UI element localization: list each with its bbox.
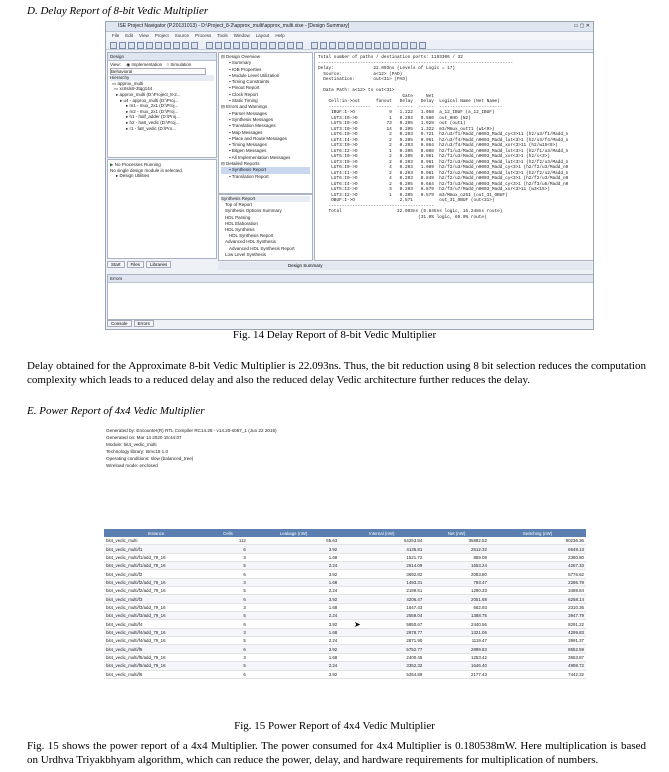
ise-window-title: ISE Project Navigator (P.20131013) - D:\Project_8-2\approx_multi\approx_multi.xise - [Design Summary] — [118, 23, 350, 29]
power-table-cell: 5264.89 — [339, 670, 424, 678]
power-table-cell: 1647.43 — [339, 603, 424, 611]
synthesis-report-item[interactable]: Advanced HDL Synthesis — [225, 239, 276, 245]
process-status-icon: ▶ — [110, 162, 114, 167]
report-line: LUT4:I4->O 2 0.205 0.961 h2/u3/f4/Madd_n0003_Madd_lut<3>1 (h2/u3/f4/Madd_n — [318, 137, 569, 143]
power-table-cell: bit4_vedic_multi/f3/add_79_16 — [104, 603, 208, 611]
overview-item[interactable]: ▪ Timing Constraints — [229, 79, 270, 85]
power-table-cell: bit4_vedic_multi/f5 — [104, 645, 208, 653]
power-table-row — [104, 662, 586, 670]
menu-item-window[interactable]: Window — [233, 33, 250, 38]
report-line: LUT3:I0->O 1 0.203 0.580 out_0HO (N2) — [318, 115, 471, 121]
power-table-row — [104, 612, 586, 620]
power-table-cell: 1.68 — [248, 628, 339, 636]
power-table-cell: 4998.72 — [489, 662, 586, 670]
overview-item[interactable]: ▪ Clock Report — [229, 91, 258, 97]
power-table-cell: 1521.72 — [339, 553, 424, 561]
power-table-cell: 35882.52 — [424, 537, 489, 545]
overview-item[interactable]: ⊟ Design Overview — [221, 54, 261, 59]
no-module-label: No single design module is selected. — [110, 167, 184, 173]
synthesis-report-item[interactable]: Synthesis Options Summary — [225, 208, 282, 214]
report-line: Destination: out<31> (PAD) — [318, 77, 408, 82]
ise-menubar — [106, 32, 593, 40]
ise-screenshot — [105, 21, 594, 330]
design-panel-title: Design — [108, 53, 216, 61]
paragraph-delay: Delay obtained for the Approximate 8-bit Vedic Multiplier is 22.093ns. Thus, the bit reduction using 8 bit selection reduces the computation complexity which leads to a reduced delay and also the reduced delay Vedic architecture further reduces the delay. — [27, 360, 646, 386]
hierarchy-item[interactable]: ▭ approx_multi — [112, 80, 144, 86]
power-table-cell: 1290.33 — [424, 587, 489, 595]
report-line: Gate Net — [318, 93, 434, 99]
power-table-row — [104, 578, 586, 586]
power-table-cell: 3653.87 — [489, 653, 586, 661]
toolbar-button-icon[interactable] — [137, 42, 144, 49]
power-table-row — [104, 620, 586, 628]
power-table-cell: 1253.42 — [424, 653, 489, 661]
synthesis-report-item[interactable]: HDL Synthesis Report — [229, 233, 274, 239]
toolbar-button-icon[interactable] — [119, 42, 126, 49]
report-line: LUT3:I0->O 2 0.203 0.981 h2/f2/u3/Madd_n0003_Madd_lut<3>1 (h2/f2/u3/Madd_n — [318, 159, 569, 165]
toolbar-button-icon[interactable] — [164, 42, 171, 49]
synthesis-report-item[interactable]: Synthesis Report — [221, 196, 310, 202]
implementation-radio[interactable]: ◉ Implementation — [126, 62, 163, 67]
toolbar-button-icon[interactable] — [410, 42, 417, 49]
power-table-row — [104, 553, 586, 561]
power-table-cell: 3.92 — [248, 670, 339, 678]
hierarchy-item[interactable]: ▸ h2 - ha8_vedic (D:\Proj... — [126, 119, 180, 125]
toolbar-button-icon[interactable] — [401, 42, 408, 49]
power-column-header: Internal (nW) — [339, 529, 424, 537]
power-table-cell: 859.08 — [424, 553, 489, 561]
power-table-cell: 2.24 — [248, 637, 339, 645]
menu-item-edit[interactable]: Edit — [125, 33, 134, 38]
report-line: Total 22.093ns (6.845ns logic, 15.248ns route) — [318, 209, 503, 214]
menu-item-help[interactable]: Help — [275, 33, 285, 38]
fig14-caption: Fig. 14 Delay Report of 8-bit Vedic Multiplier — [232, 329, 437, 341]
power-table-cell: bit4_vedic_multi/f6 — [104, 670, 208, 678]
report-line: (31.0% logic, 69.0% route) — [318, 214, 487, 220]
synthesis-report-item[interactable]: HDL Parsing — [225, 214, 251, 220]
hierarchy-item[interactable]: ▸ m1 - mux_2x1 (D:\Proj... — [126, 103, 179, 109]
report-line: Delay: 22.093ns (Levels of Logic = 17) — [318, 66, 456, 71]
hierarchy-label: Hierarchy — [110, 75, 214, 81]
toolbar-button-icon[interactable] — [146, 42, 153, 49]
power-column-header: Net (nW) — [424, 529, 489, 537]
power-table-cell: 2083.80 — [424, 570, 489, 578]
toolbar-button-icon[interactable] — [338, 42, 345, 49]
power-table-cell: 3.92 — [248, 620, 339, 628]
overview-item[interactable]: ⊟ Detailed Reports — [221, 161, 260, 167]
overview-item[interactable]: ⊟ Errors and Warnings — [221, 104, 268, 110]
power-table-cell: 2.24 — [248, 562, 339, 570]
power-table-row — [104, 587, 586, 595]
section-e-heading: E. Power Report of 4x4 Vedic Multiplier — [27, 405, 205, 417]
paragraph-power: Fig. 15 shows the power report of a 4x4 Multiplier. The power consumed for 4x4 Multiplier is 0.180538mW. Here multiplication is based on Urdhva Triyakbhyam algorithm, which can reduce the power, delay, and hardware requirements for multiplication of numbers. — [27, 740, 646, 766]
toolbar-button-icon[interactable] — [311, 42, 318, 49]
power-table-cell: 4206.47 — [339, 595, 424, 603]
power-table-cell: 2177.43 — [424, 670, 489, 678]
power-column-header: Cells — [208, 529, 248, 537]
power-table-cell: 6258.14 — [489, 595, 586, 603]
toolbar-button-icon[interactable] — [296, 42, 303, 49]
toolbar-button-icon[interactable] — [329, 42, 336, 49]
power-report-screenshot — [104, 425, 586, 718]
power-table-cell: bit4_vedic_multi/f1/add_79_16 — [104, 562, 208, 570]
power-table-cell: 2286.78 — [489, 578, 586, 586]
errors-title: Errors — [108, 275, 593, 283]
power-table-cell: 1119.47 — [424, 637, 489, 645]
power-table-cell: 4135.81 — [339, 545, 424, 553]
power-table-cell: 2871.90 — [339, 637, 424, 645]
power-table-cell: 6 — [208, 595, 248, 603]
power-column-header: Instance — [104, 529, 208, 537]
power-table-cell: 2512.32 — [424, 545, 489, 553]
design-summary-tab[interactable]: Design Summary — [218, 262, 592, 270]
report-line: LUT4:I1->O 2 0.203 0.981 h2/f2/u2/Madd_n0003_Madd_lut<3>1 (h2/f2/u2/Madd_n — [318, 170, 569, 176]
power-table-cell: 4299.83 — [489, 628, 586, 636]
design-overview-panel — [218, 52, 313, 194]
view-label: View: — [110, 62, 121, 67]
power-table-cell: 1388.75 — [424, 612, 489, 620]
toolbar-button-icon[interactable] — [128, 42, 135, 49]
power-table-cell: 3947.79 — [489, 612, 586, 620]
power-table-cell: 5 — [208, 562, 248, 570]
power-table-row — [104, 628, 586, 636]
power-table-cell: 5776.62 — [489, 570, 586, 578]
power-table-row — [104, 570, 586, 578]
overview-item[interactable]: ▪ Synthesis Report — [221, 167, 310, 173]
power-table-cell: 3.92 — [248, 595, 339, 603]
toolbar-button-icon[interactable] — [383, 42, 390, 49]
menu-item-layout[interactable]: Layout — [255, 33, 270, 38]
power-table-row — [104, 537, 586, 545]
report-line: Cell:in->out fanout Delay Delay Logical Name (Net Name) — [318, 99, 500, 104]
power-table-cell: 3991.37 — [489, 637, 586, 645]
errors-panel — [107, 274, 594, 320]
timing-report-panel — [314, 52, 594, 261]
overview-item[interactable]: ▪ Static Timing — [229, 98, 258, 104]
power-table-cell: 2051.68 — [424, 595, 489, 603]
power-table-cell: bit4_vedic_multi/f5/add_79_16 — [104, 662, 208, 670]
power-table-cell: 5752.77 — [339, 645, 424, 653]
report-line: LUT6:I0->O 2 0.203 0.721 h2/u3/f1/Madd_n0003_Madd_cy<3>11 (h2/u3/f1/Madd_n — [318, 132, 569, 137]
design-panel — [107, 52, 217, 158]
overview-item[interactable]: ▪ Bitgen Messages — [229, 148, 267, 154]
power-table-cell: 7442.32 — [489, 670, 586, 678]
power-table-cell: 6 — [208, 620, 248, 628]
power-table-cell: 5 — [208, 612, 248, 620]
overview-item[interactable]: ▪ All Implementation Messages — [229, 154, 291, 160]
power-table-cell: bit4_vedic_multi — [104, 537, 208, 545]
toolbar-button-icon[interactable] — [224, 42, 231, 49]
power-table-cell: bit4_vedic_multi/f2/add_79_16 — [104, 587, 208, 595]
power-column-header: Switching (nW) — [489, 529, 586, 537]
toolbar-button-icon[interactable] — [419, 42, 426, 49]
toolbar-button-icon[interactable] — [173, 42, 180, 49]
left-tabs — [107, 260, 215, 269]
power-table-cell: 2614.09 — [339, 562, 424, 570]
power-table-cell: 662.93 — [424, 603, 489, 611]
hierarchy-item[interactable]: ▸ h1 - half_adder (D:\Proj... — [126, 114, 181, 120]
toolbar-button-icon[interactable] — [347, 42, 354, 49]
section-d-heading: D. Delay Report of 8-bit Vedic Multiplier — [27, 5, 209, 17]
synthesis-report-item[interactable]: HDL Elaboration — [225, 220, 258, 226]
toolbar-button-icon[interactable] — [260, 42, 267, 49]
power-table-cell: 5 — [208, 662, 248, 670]
report-line: LUT3:I0->O 14 0.205 1.322 m3/Mmux_out71 (w1<9>) — [318, 126, 495, 132]
toolbar-button-icon[interactable] — [206, 42, 213, 49]
fig15-caption: Fig. 15 Power Report of 4x4 Vedic Multiplier — [234, 720, 435, 732]
toolbar-button-icon[interactable] — [392, 42, 399, 49]
power-header-line: Wireload mode: enclosed — [106, 463, 158, 468]
power-table-cell: 65.63 — [248, 537, 339, 545]
power-table-cell: 1646.40 — [424, 662, 489, 670]
power-table-cell: 8652.59 — [489, 645, 586, 653]
toolbar-button-icon[interactable] — [320, 42, 327, 49]
menu-item-process[interactable]: Process — [195, 33, 212, 38]
hierarchy-item[interactable]: ▭ xc6slx9-3tqg144 — [114, 86, 153, 92]
behavioral-select[interactable]: Behavioral — [110, 68, 206, 76]
power-table-cell: bit4_vedic_multi/f1/add_79_16 — [104, 553, 208, 561]
power-table-cell: bit4_vedic_multi/f2/add_79_16 — [104, 578, 208, 586]
mouse-cursor-icon: ➤ — [354, 620, 361, 629]
power-table-cell: bit4_vedic_multi/f1 — [104, 545, 208, 553]
synthesis-report-item[interactable]: Advanced HDL Synthesis Report — [229, 245, 295, 251]
toolbar-button-icon[interactable] — [269, 42, 276, 49]
power-table-cell: 3 — [208, 578, 248, 586]
overview-item[interactable]: ▪ Summary — [229, 60, 252, 66]
synthesis-report-panel — [218, 194, 313, 261]
power-table-cell: 1.68 — [248, 603, 339, 611]
report-line: ---------------------------------------- — [318, 203, 434, 209]
power-table-cell: 3.92 — [248, 645, 339, 653]
power-table-cell: 2380.80 — [489, 553, 586, 561]
power-table-cell: 2899.83 — [424, 645, 489, 653]
power-table-row — [104, 670, 586, 678]
overview-item[interactable]: ▪ Module Level Utilization — [229, 72, 280, 78]
power-table-row — [104, 595, 586, 603]
power-table-cell: 1493.31 — [339, 578, 424, 586]
power-table-cell: 5 — [208, 587, 248, 595]
report-line: Source: a<12> (PAD) — [318, 71, 403, 77]
toolbar-button-icon[interactable] — [374, 42, 381, 49]
power-table-row — [104, 562, 586, 570]
overview-item[interactable]: ▪ IOB Properties — [229, 66, 262, 72]
power-table-cell: 1321.06 — [424, 628, 489, 636]
toolbar-button-icon[interactable] — [155, 42, 162, 49]
power-table-cell: 6 — [208, 670, 248, 678]
overview-item[interactable]: ▪ Pinout Report — [229, 85, 260, 91]
report-line: OBUF:I->O 2.571 out_31_OBUF (out<31>) — [318, 198, 495, 203]
toolbar-button-icon[interactable] — [215, 42, 222, 49]
menu-item-file[interactable]: File — [112, 33, 120, 38]
power-header-line: Operating conditions: slow (balanced_tree) — [106, 456, 194, 461]
synthesis-report-item[interactable]: Low Level Synthesis — [225, 251, 267, 257]
window-controls-icon[interactable]: ▭ ▢ ✕ — [573, 23, 590, 29]
tab-console[interactable]: Console — [107, 320, 132, 327]
synthesis-report-item[interactable]: Top of Report — [225, 202, 253, 208]
power-table-cell: bit4_vedic_multi/f5/add_79_16 — [104, 653, 208, 661]
toolbar-button-icon[interactable] — [233, 42, 240, 49]
power-table-cell: 3489.84 — [489, 587, 586, 595]
toolbar-button-icon[interactable] — [365, 42, 372, 49]
report-line: LUT5:I3->O 3 0.203 0.879 h2/f3/u7/Madd_n0003_Madd_xor<3>11 (w3<15>) — [318, 187, 550, 192]
power-header-line: Generated by: Encounter(R) RTL Compiler RC14.28 - v14.20-s067_1 (Jun 22 2016) — [106, 428, 277, 433]
power-table-cell: 3692.82 — [339, 570, 424, 578]
overview-item[interactable]: ▪ Map Messages — [229, 129, 263, 135]
power-table-cell: 6 — [208, 545, 248, 553]
power-table-cell: 5 — [208, 637, 248, 645]
power-column-header: Leakage (nW) — [248, 529, 339, 537]
design-utilities-item[interactable]: ▸ Design Utilities — [116, 173, 150, 179]
power-table-cell: 3 — [208, 653, 248, 661]
power-table-cell: bit4_vedic_multi/f4/add_79_16 — [104, 637, 208, 645]
menu-item-tools[interactable]: Tools — [217, 33, 228, 38]
power-table-cell: 2400.45 — [339, 653, 424, 661]
power-table-cell: 6 — [208, 645, 248, 653]
report-line: Total number of paths / destination ports: 1193306 / 32 — [318, 55, 463, 60]
power-table-cell: 54253.84 — [339, 537, 424, 545]
simulation-radio[interactable]: ○ Simulation — [166, 62, 192, 67]
power-table-cell: bit4_vedic_multi/f2 — [104, 570, 208, 578]
power-table-cell: 2.24 — [248, 587, 339, 595]
report-line: LUT6:I2->O 1 0.205 0.808 h2/f1/u3/Madd_n0003_Madd_lut<3>1 (h2/f1/u3/Madd_n — [318, 148, 569, 154]
overview-item[interactable]: ▪ Translation Messages — [229, 123, 276, 129]
power-header-line: Module: bit4_vedic_multi — [106, 442, 157, 447]
tab-start[interactable]: Start — [107, 261, 125, 268]
toolbar-button-icon[interactable] — [191, 42, 198, 49]
toolbar-button-icon[interactable] — [242, 42, 249, 49]
power-header-line: Technology library: tsmc18 1.0 — [106, 449, 169, 454]
no-processes-label: No Processes Running — [114, 162, 161, 167]
tab-files[interactable]: Files — [127, 261, 145, 268]
power-table-cell: bit4_vedic_multi/f4 — [104, 620, 208, 628]
power-header-line: Generated on: Mar 14 2020 15:44:07 — [106, 435, 182, 440]
hierarchy-item[interactable]: ▸ m2 - mux_2x1 (D:\Proj... — [126, 108, 179, 114]
power-table-cell: 2199.51 — [339, 587, 424, 595]
menu-item-source[interactable]: Source — [174, 33, 189, 38]
toolbar-button-icon[interactable] — [251, 42, 258, 49]
power-table-cell: 3 — [208, 628, 248, 636]
power-table-cell: 2.24 — [248, 612, 339, 620]
overview-item[interactable]: ▪ Timing Messages — [229, 142, 267, 148]
power-table-cell: 793.47 — [424, 578, 489, 586]
hierarchy-item[interactable]: ▸ r1 - fa8_vedic (D:\Pro... — [126, 125, 177, 131]
hierarchy-item[interactable]: ▸ approx_multi (D:\Project_8-2... — [116, 91, 181, 97]
power-table-cell: 3 — [208, 553, 248, 561]
report-line: LUT6:I0->O 4 0.203 1.089 h2/f2/u3/Madd_n0003_Madd_cy<3>1 (h2/f2/u3/Madd_n0 — [318, 165, 569, 170]
ise-titlebar — [106, 22, 593, 32]
power-table-cell: 2559.04 — [339, 612, 424, 620]
synthesis-report-item[interactable]: HDL Synthesis — [225, 226, 255, 232]
power-table-cell: 90236.36 — [489, 537, 586, 545]
tab-libraries[interactable]: Libraries — [146, 261, 171, 268]
power-table-cell: 3 — [208, 603, 248, 611]
power-table-cell: 3.92 — [248, 570, 339, 578]
report-line: LUT6:I4->O 2 0.205 0.684 h2/f3/u3/Madd_n0003_Madd_cy<3>1 (h2/f3/u6/Madd_n0 — [318, 181, 569, 187]
toolbar-button-icon[interactable] — [110, 42, 117, 49]
overview-item[interactable]: ▪ Parser Messages — [229, 110, 267, 116]
power-table — [104, 529, 586, 679]
report-line: LUT3:I0->O 2 0.203 0.864 h2/u3/f4/Madd_n0003_Madd_xor<3>11 (h2/w15<9>) — [318, 143, 558, 148]
power-table-cell: 3352.32 — [339, 662, 424, 670]
power-table-row — [104, 545, 586, 553]
overview-item[interactable]: ▪ Synthesis Messages — [229, 116, 274, 122]
report-line: LUT3:I2->O 1 0.205 0.579 m3/Mmux_o251 (out_31_OBUF) — [318, 192, 508, 198]
report-line: Data Path: a<12> to out<31> — [318, 88, 395, 93]
console-tabs — [107, 319, 307, 328]
hierarchy-item[interactable]: ▸ u4 - approx_multi (D:\Proj... — [120, 97, 179, 103]
menu-item-view[interactable]: View — [139, 33, 149, 38]
toolbar-button-icon[interactable] — [287, 42, 294, 49]
power-table-cell: 5850.67 — [339, 620, 424, 628]
power-table-cell: 2310.36 — [489, 603, 586, 611]
menu-item-project[interactable]: Project — [154, 33, 169, 38]
power-table-cell: 3.92 — [248, 545, 339, 553]
power-table-row — [104, 645, 586, 653]
report-line: -------------------------------------------------------------------------- — [318, 60, 513, 66]
overview-item[interactable]: ▪ Translation Report — [229, 173, 269, 179]
power-table-cell: 2440.56 — [424, 620, 489, 628]
power-table-cell: 1.68 — [248, 553, 339, 561]
ise-toolbar — [106, 40, 593, 50]
power-table-cell: bit4_vedic_multi/f3 — [104, 595, 208, 603]
report-line: IBUF:I->O 9 1.222 1.058 a_12_IBUF (a_12_IBUF) — [318, 110, 495, 115]
power-table-cell: 8291.22 — [489, 620, 586, 628]
power-table-cell: 2.24 — [248, 662, 339, 670]
power-table-cell: bit4_vedic_multi/f3/add_79_16 — [104, 612, 208, 620]
power-table-cell: 1653.24 — [424, 562, 489, 570]
power-table-cell: bit4_vedic_multi/f4/add_79_16 — [104, 628, 208, 636]
power-table-row — [104, 603, 586, 611]
report-line: LUT6:I0->O 4 0.203 0.849 h2/f2/u2/Madd_n0003_Madd_cy<3>1 (h2/f2/u3/Madd_n0 — [318, 176, 569, 181]
toolbar-button-icon[interactable] — [278, 42, 285, 49]
power-table-cell: 4267.33 — [489, 562, 586, 570]
tab-errors[interactable]: Errors — [134, 320, 154, 327]
power-table-cell: 6 — [208, 570, 248, 578]
power-table-cell: 1.68 — [248, 578, 339, 586]
toolbar-button-icon[interactable] — [182, 42, 189, 49]
power-table-row — [104, 637, 586, 645]
overview-item[interactable]: ▪ Place and Route Messages — [229, 135, 287, 141]
toolbar-button-icon[interactable] — [356, 42, 363, 49]
report-line: LUT5:I0->O 73 0.205 1.928 out (out1) — [318, 121, 466, 126]
power-table-cell: 6648.13 — [489, 545, 586, 553]
report-line: LUT5:I0->O 2 0.205 0.961 h2/f1/u3/Madd_n0003_Madd_xor<3>1 (h2/c<3>) — [318, 154, 550, 159]
power-table-cell: 112 — [208, 537, 248, 545]
power-table-row — [104, 653, 586, 661]
report-line: ---------------- ------ ------ ------ ------------------------ — [318, 104, 503, 110]
processes-panel — [107, 159, 217, 259]
power-table-cell: 1.68 — [248, 653, 339, 661]
power-table-cell: 2978.77 — [339, 628, 424, 636]
